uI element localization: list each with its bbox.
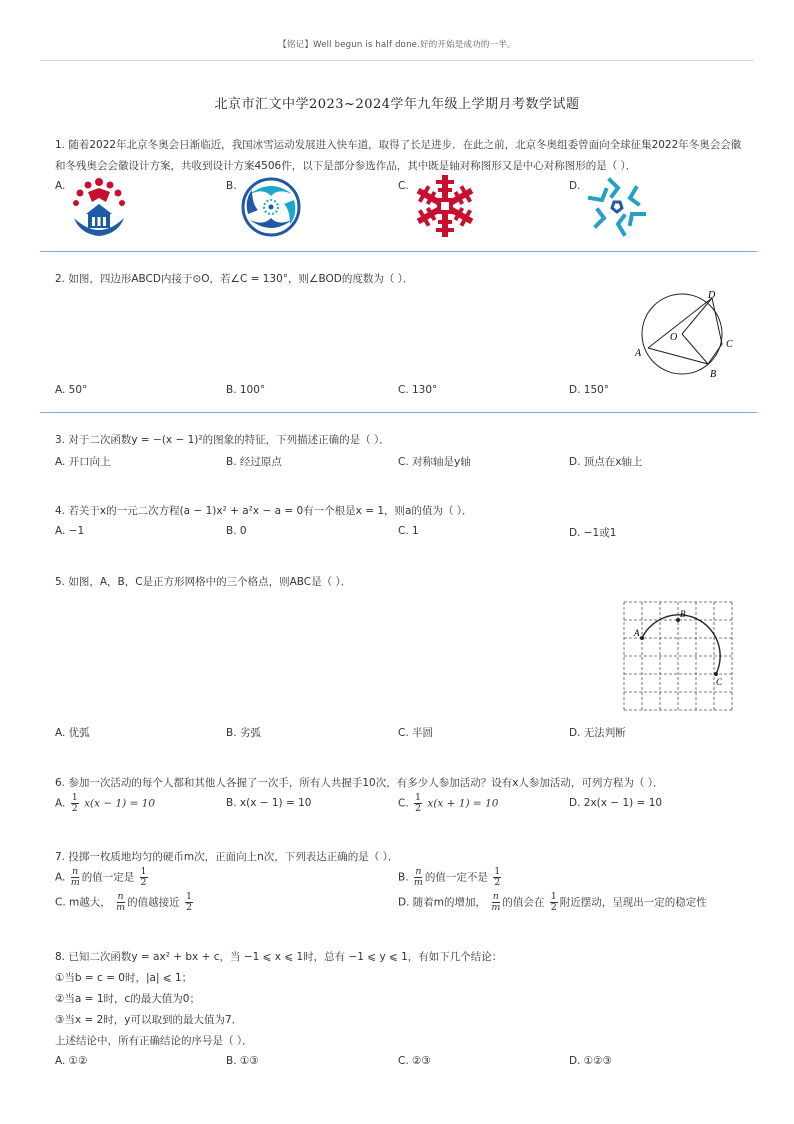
q6-option-a: A. $\frac{1}{2}$ x(x − 1) = 10 bbox=[55, 792, 156, 814]
separator bbox=[40, 412, 757, 413]
q1-stem-line1: 1. 随着2022年北京冬奥会日渐临近，我国冰雪运动发展进入快车道，取得了长足进步．在此之前，北京冬奥组委曾面向全球征集2022年冬奥会会徽 bbox=[55, 139, 742, 151]
q1-option-c-label: C. bbox=[398, 180, 409, 192]
q5-option-a: A. 优弧 bbox=[55, 727, 90, 739]
q3-option-b: B. 经过原点 bbox=[226, 456, 282, 468]
q2-option-d: D. 150° bbox=[569, 384, 610, 396]
q2-label-d: D bbox=[708, 290, 716, 301]
q1-option-b-label: B. bbox=[226, 180, 237, 192]
q5-label-b: B bbox=[680, 609, 686, 619]
q5-label-a: A bbox=[634, 628, 640, 638]
q7-option-a: A. $\frac{n}{m}$ 的值一定是 $\frac{1}{2}$ bbox=[55, 866, 147, 888]
header-divider bbox=[40, 60, 754, 61]
q8-option-d: D. ①②③ bbox=[569, 1055, 612, 1067]
q3-stem: 3. 对于二次函数y = −(x − 1)²的图象的特征，下列描述正确的是（ ）． bbox=[55, 434, 390, 446]
q5-grid-figure bbox=[620, 598, 738, 714]
q1-logo-b bbox=[238, 174, 304, 240]
q2-option-c: C. 130° bbox=[398, 384, 438, 396]
q2-label-c: C bbox=[726, 339, 733, 350]
q6-option-d: D. 2x(x − 1) = 10 bbox=[569, 797, 663, 809]
q3-option-d: D. 顶点在x轴上 bbox=[569, 456, 643, 468]
q4-stem: 4. 若关于x的一元二次方程(a − 1)x² + a²x − a = 0有一个根是x = 1，则a的值为（ ）． bbox=[55, 505, 473, 517]
q4-option-c: C. 1 bbox=[398, 525, 419, 537]
q3-option-c: C. 对称轴是y轴 bbox=[398, 456, 471, 468]
separator bbox=[40, 251, 757, 252]
q6-option-c: C. $\frac{1}{2}$ x(x + 1) = 10 bbox=[398, 792, 499, 814]
q5-option-c: C. 半圆 bbox=[398, 727, 434, 739]
q4-option-a: A. −1 bbox=[55, 525, 85, 537]
q1-logo-c bbox=[412, 173, 478, 239]
q1-logo-a bbox=[66, 174, 132, 240]
q5-option-b: B. 劣弧 bbox=[226, 727, 261, 739]
q2-stem: 2. 如图，四边形ABCD内接于⊙O，若∠C = 130°，则∠BOD的度数为（ ）． bbox=[55, 273, 414, 285]
q1-option-d-label: D. bbox=[569, 180, 581, 192]
q2-label-b: B bbox=[710, 369, 717, 380]
q8-conclusion-1: ①当b = c = 0时，|a| ⩽ 1； bbox=[55, 972, 193, 984]
q1-option-a-label: A. bbox=[55, 180, 66, 192]
q7-option-d: D. 随着m的增加， $\frac{n}{m}$ 的值会在 $\frac{1}{2}$ 附近摆动，呈现出一定的稳定性 bbox=[398, 891, 707, 913]
q8-stem: 8. 已知二次函数y = ax² + bx + c，当 −1 ⩽ x ⩽ 1时，总有 −1 ⩽ y ⩽ 1，有如下几个结论： bbox=[55, 951, 503, 963]
q4-option-b: B. 0 bbox=[226, 525, 247, 537]
q6-option-b: B. x(x − 1) = 10 bbox=[226, 797, 312, 809]
q1-logo-d bbox=[584, 174, 650, 240]
q2-label-o: O bbox=[670, 332, 678, 343]
q2-option-b: B. 100° bbox=[226, 384, 266, 396]
q8-option-a: A. ①② bbox=[55, 1055, 88, 1067]
header-note: 【铭记】Well begun is half done.好的开始是成功的一半。 bbox=[278, 40, 516, 50]
page-title: 北京市汇文中学2023~2024学年九年级上学期月考数学试题 bbox=[214, 97, 580, 112]
q4-option-d: D. −1或1 bbox=[569, 527, 617, 539]
q7-stem: 7. 投掷一枚质地均匀的硬币m次，正面向上n次，下列表达正确的是（ ）． bbox=[55, 851, 399, 863]
q3-option-a: A. 开口向上 bbox=[55, 456, 111, 468]
q5-stem: 5. 如图，A，B，C是正方形网格中的三个格点，则ABC是（ ）． bbox=[55, 576, 352, 588]
q8-conclusion-3: ③当x = 2时，y可以取到的最大值为7． bbox=[55, 1014, 243, 1026]
q6-stem: 6. 参加一次活动的每个人都和其他人各握了一次手，所有人共握手10次，有多少人参加活动？设有x人参加活动，可列方程为（ ）． bbox=[55, 777, 664, 789]
q8-option-c: C. ②③ bbox=[398, 1055, 431, 1067]
q8-option-b: B. ①③ bbox=[226, 1055, 259, 1067]
q8-conclusion-2: ②当a = 1时，c的最大值为0； bbox=[55, 993, 200, 1005]
q2-circle-figure bbox=[626, 286, 744, 380]
q5-label-c: C bbox=[716, 677, 723, 687]
q2-option-a: A. 50° bbox=[55, 384, 88, 396]
q7-option-b: B. $\frac{n}{m}$ 的值一定不是 $\frac{1}{2}$ bbox=[398, 866, 501, 888]
q5-option-d: D. 无法判断 bbox=[569, 727, 626, 739]
q7-option-c: C. m越大， $\frac{n}{m}$ 的值越接近 $\frac{1}{2}$ bbox=[55, 891, 192, 913]
q2-label-a: A bbox=[635, 348, 642, 359]
q1-stem-line2: 和冬残奥会会徽设计方案，共收到设计方案4506件，以下是部分参选作品，其中既是轴对称图形又是中心对称图形的是（ ）． bbox=[55, 160, 637, 172]
q8-question: 上述结论中，所有正确结论的序号是（ ）． bbox=[55, 1035, 253, 1047]
